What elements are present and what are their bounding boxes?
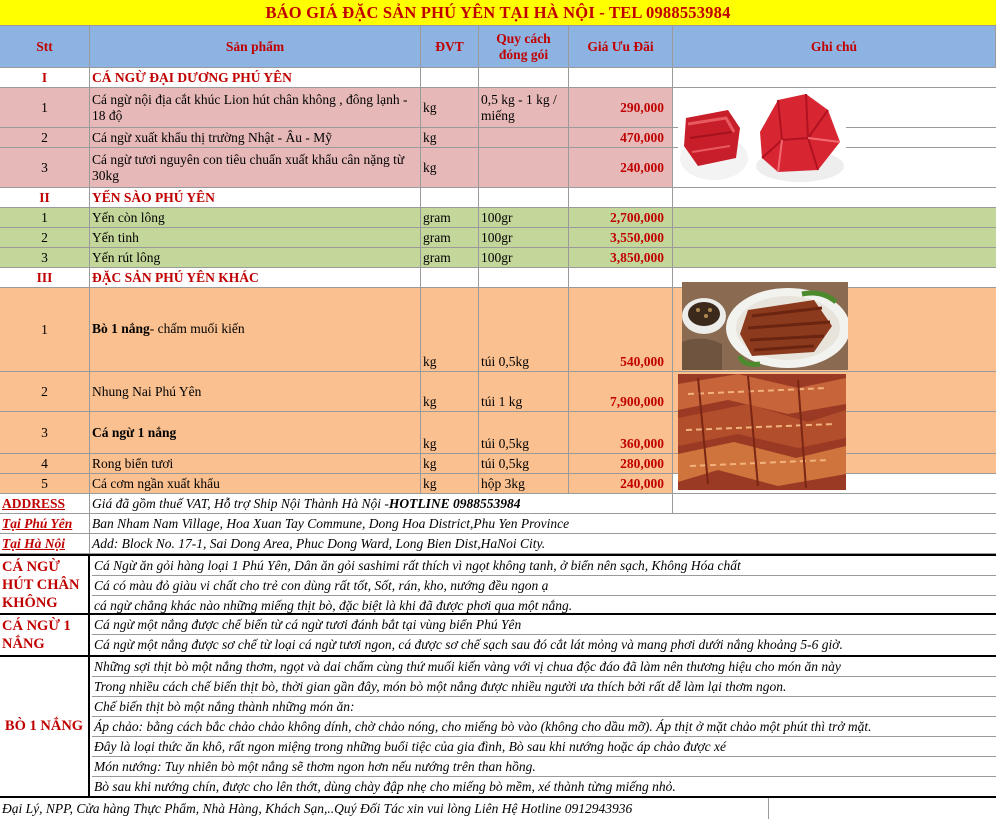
desc-line[interactable]: Cá ngừ một nắng được sơ chế từ loại cá ngừ tươi ngon, cá được sơ chế sạch sau đó cắt lát mỏng và mang phơi dưới nắng khoảng 5-6 giờ. (94, 637, 843, 652)
empty-cell[interactable] (673, 68, 996, 87)
info-row-address (0, 494, 996, 514)
item-price[interactable]: 3,850,000 (569, 248, 673, 267)
item-stt[interactable]: 1 (0, 288, 90, 371)
item-name[interactable]: Cá cơm ngần xuất khẩu (90, 474, 421, 493)
item-unit[interactable]: kg (421, 372, 479, 411)
item-name[interactable]: Cá ngừ nội địa cắt khúc Lion hút chân không , đông lạnh - 18 độ (90, 88, 421, 127)
item-stt[interactable]: 4 (0, 454, 90, 473)
header-row (0, 26, 996, 68)
empty-cell[interactable] (673, 188, 996, 207)
ha-noi-label[interactable]: Tại Hà Nội (0, 534, 90, 553)
empty-cell[interactable] (769, 798, 996, 819)
desc-line[interactable]: Bò sau khi nướng chín, được cho lên thớt, dùng chày đập nhẹ cho miếng bò mềm, xé thành từng miếng nhỏ. (94, 779, 676, 794)
desc-lines-tuna (92, 556, 996, 615)
desc-block-tuna-sun (0, 615, 996, 657)
footer-text[interactable]: Đại Lý, NPP, Cửa hàng Thực Phẩm, Nhà Hàng, Khách Sạn,..Quý Đối Tác xin vui lòng Liên Hệ Hotline 0912943936 (0, 798, 769, 819)
item-price[interactable]: 3,550,000 (569, 228, 673, 247)
empty-cell[interactable] (421, 68, 479, 87)
item-packing[interactable]: 100gr (479, 248, 569, 267)
item-stt[interactable]: 3 (0, 148, 90, 187)
item-unit[interactable]: kg (421, 454, 479, 473)
item-unit[interactable]: gram (421, 208, 479, 227)
item-name[interactable]: Yến còn lông (90, 208, 421, 227)
section-row-bird-nest (0, 188, 996, 208)
phu-yen-address[interactable]: Ban Nham Nam Village, Hoa Xuan Tay Commune, Dong Hoa District,Phu Yen Province (92, 515, 570, 531)
item-unit[interactable]: kg (421, 412, 479, 453)
col-stt-header[interactable]: Stt (0, 26, 90, 67)
item-price[interactable]: 240,000 (569, 148, 673, 187)
desc-line[interactable]: Cá Ngừ ăn gỏi hàng loại 1 Phú Yên, Dân ăn gỏi sashimi rất thích vì ngọt không tanh, ở biển nên sạch, Không Hóa chất (92, 556, 996, 576)
item-packing[interactable]: túi 0,5kg (479, 454, 569, 473)
item-unit[interactable]: kg (421, 88, 479, 127)
sheet-title: BÁO GIÁ ĐẶC SẢN PHÚ YÊN TẠI HÀ NỘI - TEL 0988553984 (0, 0, 996, 26)
item-name[interactable]: Rong biển tươi (90, 454, 421, 473)
item-name[interactable]: Nhung Nai Phú Yên (90, 372, 421, 411)
item-name[interactable]: Cá ngừ xuất khẩu thị trường Nhật - Âu - Mỹ (90, 128, 421, 147)
desc-line[interactable]: Món nướng: Tuy nhiên bò một nắng sẽ thơm ngon hơn nếu nướng trên than hồng. (92, 757, 996, 777)
table-row (0, 128, 996, 148)
desc-block-tuna (0, 554, 996, 615)
section-name[interactable]: ĐẶC SẢN PHÚ YÊN KHÁC (90, 268, 421, 287)
col-packing-header[interactable]: Quy cách đóng gói (479, 26, 569, 67)
item-packing[interactable]: túi 0,5kg (479, 288, 569, 371)
note-cell[interactable] (673, 208, 996, 227)
empty-cell[interactable] (479, 268, 569, 287)
item-price[interactable]: 360,000 (569, 412, 673, 453)
desc-line[interactable]: Cá ngừ một nắng được chế biến từ cá ngừ tươi đánh bắt tại vùng biển Phú Yên (92, 615, 996, 635)
item-name-rest: - chấm muối kiến (149, 320, 245, 336)
table-row (0, 474, 996, 494)
col-price-header[interactable]: Giá Ưu Đãi (569, 26, 673, 67)
address-text[interactable] (90, 494, 673, 513)
desc-line[interactable]: Cá có màu đỏ giàu vi chất cho trẻ con dùng rất tốt, Sốt, rán, kho, nướng đều ngon ạ (92, 576, 996, 596)
section-number[interactable]: II (0, 188, 90, 207)
item-packing[interactable] (479, 148, 569, 187)
item-price[interactable]: 2,700,000 (569, 208, 673, 227)
item-price[interactable]: 7,900,000 (569, 372, 673, 411)
empty-cell[interactable] (673, 494, 996, 513)
section-name[interactable]: CÁ NGỪ ĐẠI DƯƠNG PHÚ YÊN (90, 68, 421, 87)
item-price[interactable]: 540,000 (569, 288, 673, 371)
item-stt[interactable]: 3 (0, 412, 90, 453)
dried-tuna-photo (678, 374, 846, 490)
ha-noi-address[interactable]: Add: Block No. 17-1, Sai Dong Area, Phuc Dong Ward, Long Bien Dist,HaNoi City. (92, 535, 546, 551)
section-number[interactable]: III (0, 268, 90, 287)
item-stt[interactable]: 1 (0, 208, 90, 227)
item-name[interactable]: Cá ngừ tươi nguyên con tiêu chuẩn xuất khẩu cân nặng từ 30kg (90, 148, 421, 187)
item-unit[interactable]: kg (421, 474, 479, 493)
empty-cell[interactable] (421, 268, 479, 287)
item-unit[interactable]: gram (421, 248, 479, 267)
item-unit[interactable]: kg (421, 148, 479, 187)
section-row-tuna (0, 68, 996, 88)
dried-beef-photo (682, 282, 848, 370)
item-stt[interactable]: 2 (0, 128, 90, 147)
desc-block-beef (0, 657, 996, 798)
desc-label-tuna[interactable]: CÁ NGỪ HÚT CHÂN KHÔNG (0, 556, 90, 613)
desc-lines-beef (92, 657, 996, 797)
col-product-header[interactable]: Sản phẩm (90, 26, 421, 67)
empty-cell[interactable] (421, 188, 479, 207)
item-name[interactable]: Cá ngừ 1 nắng (90, 412, 421, 453)
item-stt[interactable]: 2 (0, 372, 90, 411)
note-cell[interactable] (673, 228, 996, 247)
item-stt[interactable]: 5 (0, 474, 90, 493)
desc-line[interactable]: Chế biến thịt bò một nắng thành những món ăn: (92, 697, 996, 717)
table-row (0, 148, 996, 188)
note-cell[interactable] (673, 248, 996, 267)
table-row (0, 372, 996, 412)
info-row-ha-noi (0, 534, 996, 554)
footer-row (0, 798, 996, 819)
empty-cell[interactable] (569, 68, 673, 87)
item-packing[interactable]: 100gr (479, 208, 569, 227)
table-row (0, 208, 996, 228)
item-packing[interactable]: 100gr (479, 228, 569, 247)
item-name[interactable]: Yến rút lông (90, 248, 421, 267)
empty-cell[interactable] (569, 268, 673, 287)
address-label[interactable]: ADDRESS (0, 494, 90, 513)
item-name[interactable]: Yến tinh (90, 228, 421, 247)
vat-note: Giá đã gồm thuế VAT, Hỗ trợ Ship Nội Thành Hà Nội - (92, 495, 389, 511)
item-unit[interactable]: gram (421, 228, 479, 247)
item-stt[interactable]: 2 (0, 228, 90, 247)
empty-cell[interactable] (479, 188, 569, 207)
item-price[interactable]: 290,000 (569, 88, 673, 127)
item-name-bold: Bò 1 nắng (92, 320, 150, 336)
table-row (0, 412, 996, 454)
item-stt[interactable]: 1 (0, 88, 90, 127)
item-stt[interactable]: 3 (0, 248, 90, 267)
item-unit[interactable]: kg (421, 288, 479, 371)
item-unit[interactable]: kg (421, 128, 479, 147)
table-row (0, 88, 996, 128)
item-packing[interactable] (479, 128, 569, 147)
item-price[interactable]: 280,000 (569, 454, 673, 473)
section-name[interactable]: YẾN SÀO PHÚ YÊN (90, 188, 421, 207)
item-packing[interactable]: túi 1 kg (479, 372, 569, 411)
info-row-phu-yen (0, 514, 996, 534)
desc-label-beef[interactable]: BÒ 1 NẮNG (0, 657, 90, 796)
desc-line[interactable]: cá ngừ chẳng khác nào những miếng thịt bò, đặc biệt là khi đã được phơi qua một nắng. (94, 598, 573, 613)
desc-lines-tuna-sun (92, 615, 996, 655)
empty-cell[interactable] (569, 188, 673, 207)
empty-cell[interactable] (479, 68, 569, 87)
phu-yen-label[interactable]: Tại Phú Yên (0, 514, 90, 533)
item-name[interactable] (90, 288, 421, 371)
desc-label-tuna-sun[interactable]: CÁ NGỪ 1 NẮNG (0, 615, 90, 655)
desc-line[interactable]: Áp chảo: bằng cách bắc chảo chảo không dính, chờ chảo nóng, cho miếng bò vào (không cho dầu mỡ). Áp thịt ở mặt chảo một phút thì trở mặt. (92, 717, 996, 737)
item-packing[interactable]: hộp 3kg (479, 474, 569, 493)
desc-line[interactable]: Đây là loại thức ăn khô, rất ngon miệng trong những buổi tiệc của gia đình, Bò sau khi nướng hoặc áp chảo được xé (92, 737, 996, 757)
item-packing[interactable]: 0,5 kg - 1 kg / miếng (479, 88, 569, 127)
item-price[interactable]: 470,000 (569, 128, 673, 147)
tuna-photo (678, 88, 846, 186)
item-packing[interactable]: túi 0,5kg (479, 412, 569, 453)
section-number[interactable]: I (0, 68, 90, 87)
table-row (0, 454, 996, 474)
col-unit-header[interactable]: ĐVT (421, 26, 479, 67)
col-note-header[interactable]: Ghi chú (673, 26, 996, 67)
desc-line[interactable]: Trong nhiều cách chế biến thịt bò, thời gian gần đây, món bò một nắng được nhiều người ưa thích bởi rất dễ làm lại thơm ngon. (92, 677, 996, 697)
hotline: HOTLINE 0988553984 (388, 495, 521, 511)
desc-line[interactable]: Những sợi thịt bò một nắng thơm, ngọt và dai chấm cùng thứ muối kiến vàng với vị chua độc đáo đã làm nên thương hiệu cho món ăn này (92, 657, 996, 677)
table-row (0, 228, 996, 248)
item-price[interactable]: 240,000 (569, 474, 673, 493)
table-row (0, 248, 996, 268)
